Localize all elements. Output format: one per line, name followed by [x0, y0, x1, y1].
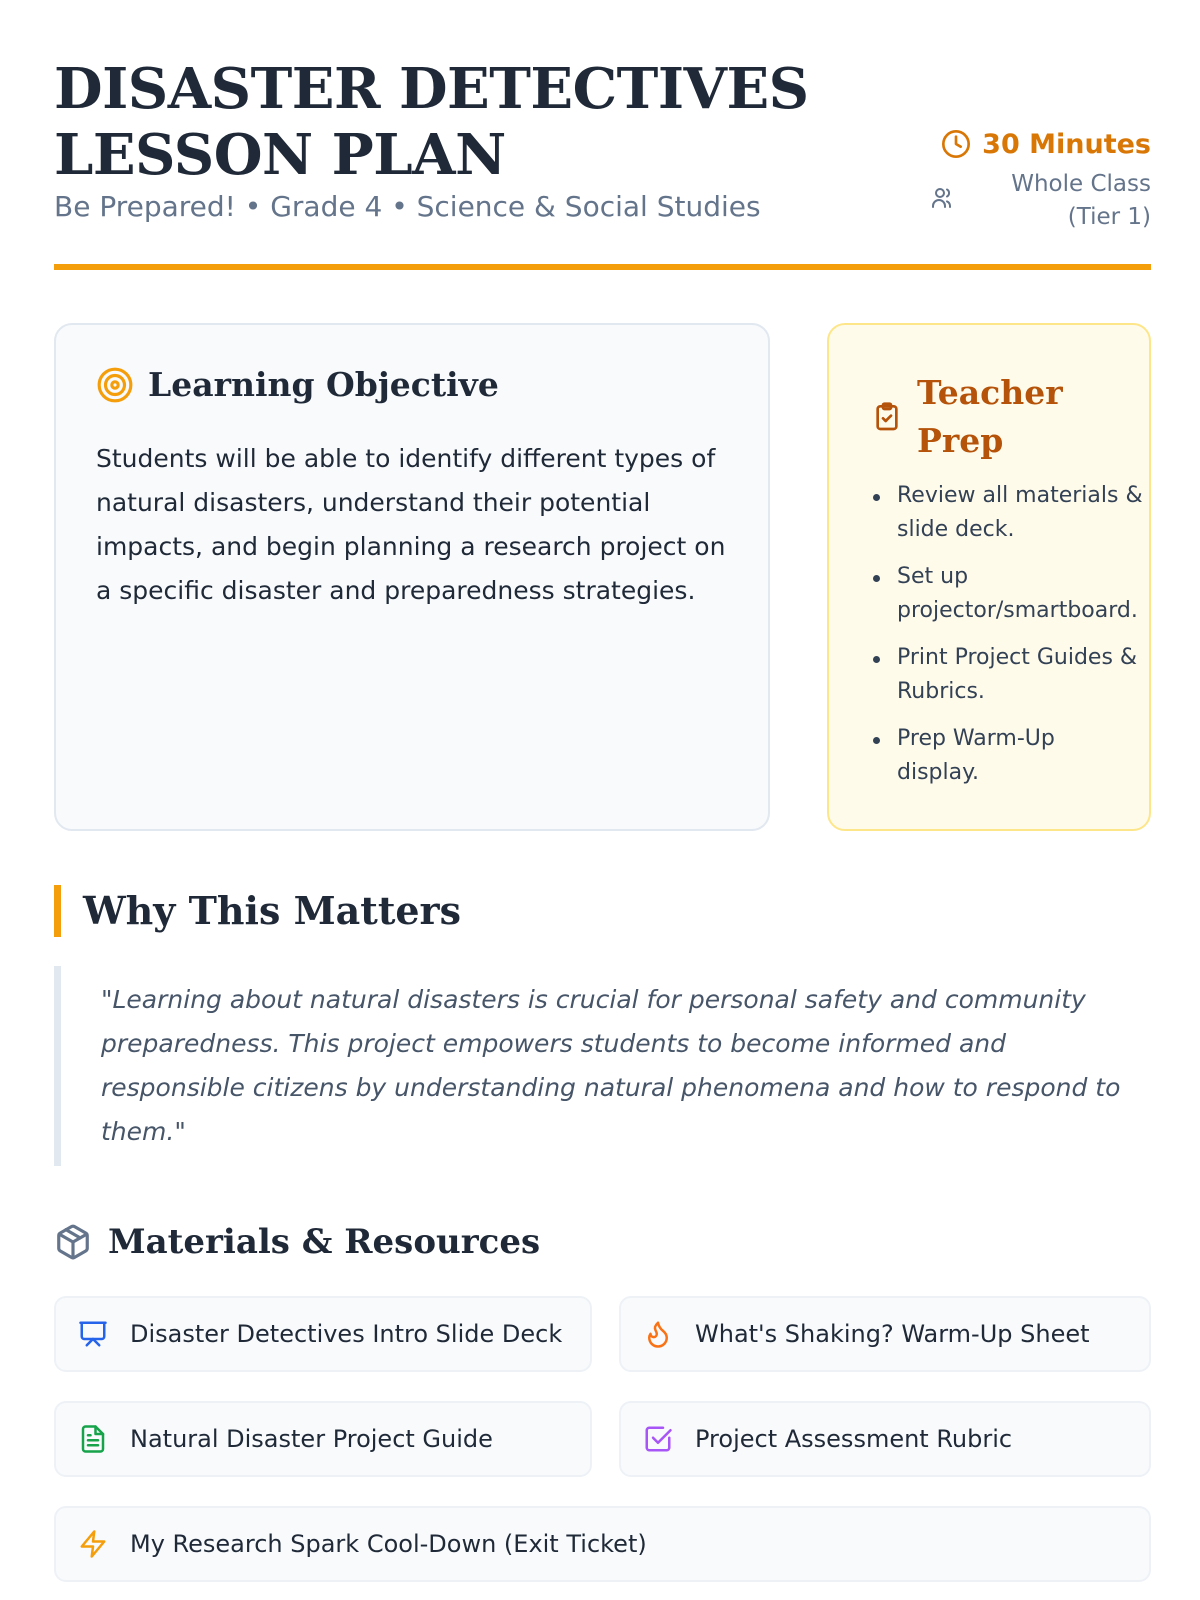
list-item: Print Project Guides & Rubrics. [871, 641, 1143, 709]
learning-objective-text: Students will be able to identify different types of natural disasters, understand their potential impacts, and begin planning a research project on a specific disaster and preparedness strategies. [96, 444, 726, 605]
materials-title: Materials & Resources [108, 1222, 541, 1262]
why-this-matters-quote: "Learning about natural disasters is crucial for personal safety and community preparedness. This project empowers students to become informed and responsible citizens by understanding natural phenomena and how to respond to them." [54, 966, 1151, 1166]
grouping-label: Whole Class (Tier 1) [1011, 171, 1151, 230]
learning-objective-header [96, 365, 499, 404]
presentation-icon [78, 1319, 108, 1349]
why-this-matters-heading: Why This Matters [54, 885, 461, 937]
material-assessment-rubric[interactable] [619, 1401, 1151, 1477]
document-icon [78, 1424, 108, 1454]
material-exit-ticket[interactable] [54, 1506, 1151, 1582]
clipboard-check-icon [871, 401, 903, 433]
lesson-plan-page [54, 0, 1151, 1600]
material-label: Project Assessment Rubric [695, 1425, 1013, 1453]
lightning-icon [78, 1529, 108, 1559]
page-subtitle: Be Prepared! • Grade 4 • Science & Social Studies [54, 190, 761, 223]
learning-objective-title: Learning Objective [148, 365, 499, 404]
lesson-meta [921, 126, 1151, 234]
material-label: Disaster Detectives Intro Slide Deck [130, 1320, 563, 1348]
list-item: Prep Warm-Up display. [871, 722, 1143, 790]
material-slide-deck[interactable] [54, 1296, 592, 1372]
teacher-prep-card [827, 323, 1151, 831]
page-title: DISASTER DETECTIVES LESSON PLAN [54, 56, 809, 188]
duration-label: 30 Minutes [982, 128, 1151, 160]
header [54, 56, 1151, 270]
material-label: Natural Disaster Project Guide [130, 1425, 493, 1453]
teacher-prep-header [871, 369, 1067, 465]
target-icon [96, 366, 134, 404]
material-label: What's Shaking? Warm-Up Sheet [695, 1320, 1090, 1348]
list-item: Set up projector/smartboard. [871, 560, 1143, 628]
grouping-row [921, 168, 1151, 234]
clock-icon [940, 128, 972, 160]
teacher-prep-title: Teacher Prep [917, 373, 1063, 460]
material-label: My Research Spark Cool-Down (Exit Ticket) [130, 1530, 647, 1558]
duration-badge [921, 126, 1151, 162]
checkbox-icon [643, 1424, 673, 1454]
users-icon [931, 186, 955, 210]
material-project-guide[interactable] [54, 1401, 592, 1477]
material-warm-up-sheet[interactable] [619, 1296, 1151, 1372]
teacher-prep-list [871, 479, 1143, 803]
materials-header [54, 1222, 540, 1262]
package-icon [54, 1223, 92, 1261]
flame-icon [643, 1319, 673, 1349]
list-item: Review all materials & slide deck. [871, 479, 1143, 547]
learning-objective-card [54, 323, 770, 831]
